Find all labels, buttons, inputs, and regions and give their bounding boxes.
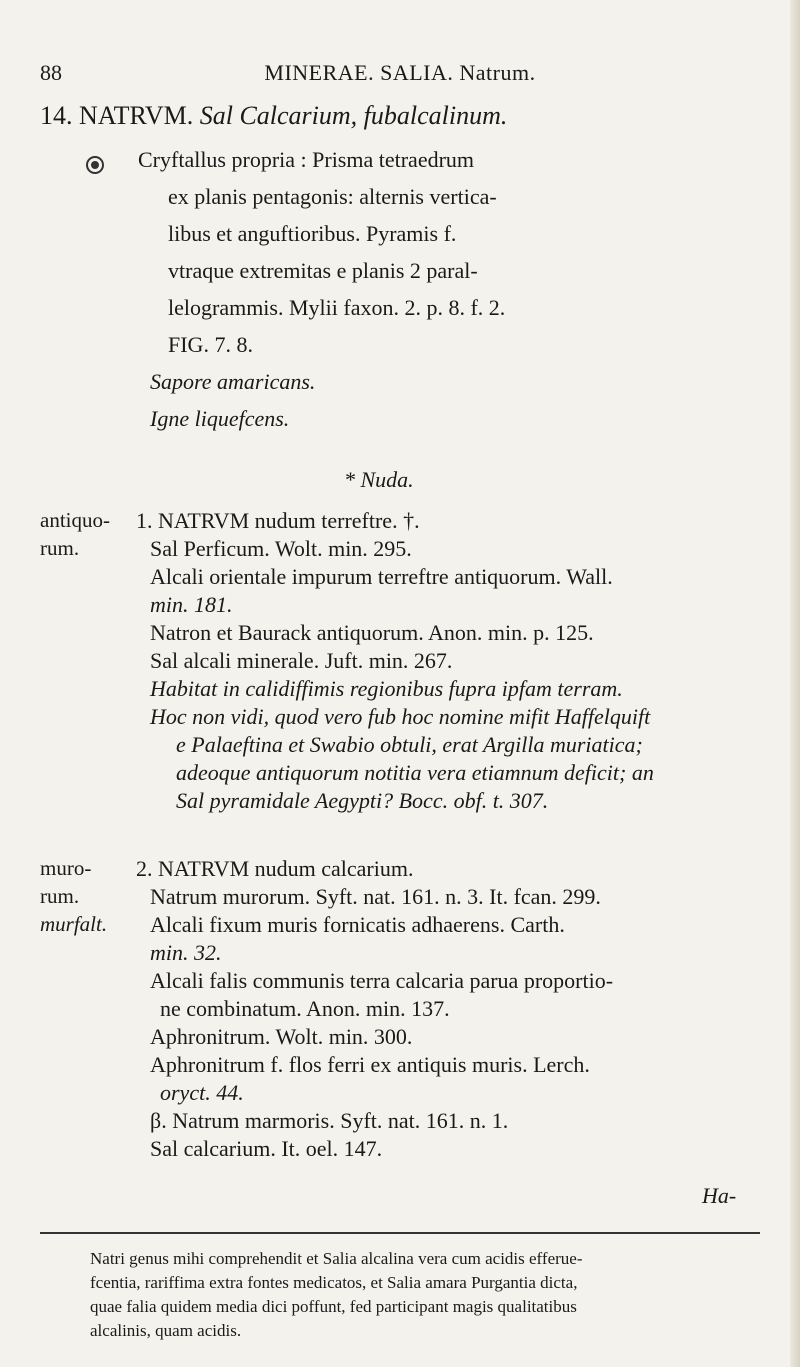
item-2-line-3: Alcali fixum muris fornicatis adhaerens. Carth.	[150, 912, 565, 937]
section-14-line-1: Cryftallus propria : Prisma tetraedrum	[138, 147, 475, 172]
subheading-nuda: * Nuda.	[344, 467, 414, 492]
item-2-line-1: 2. NATRVM nudum calcarium.	[136, 856, 414, 881]
margin-note-1b: rum.	[40, 536, 80, 560]
item-2-line-2: Natrum murorum. Syft. nat. 161. n. 3. It. fcan. 299.	[150, 884, 601, 909]
margin-note-2b: rum.	[40, 884, 80, 908]
item-1-line-6: Sal alcali minerale. Juft. min. 267.	[150, 648, 453, 673]
section-14-line-6: FIG. 7. 8.	[168, 332, 253, 357]
item-2-line-9: oryct. 44.	[160, 1080, 244, 1105]
section-14-heading	[40, 102, 507, 130]
item-1-line-10: adeoque antiquorum notitia vera etiamnum deficit; an	[176, 760, 654, 785]
item-1-line-11: Sal pyramidale Aegypti? Bocc. obf. t. 307.	[176, 788, 549, 813]
crystal-symbol-icon	[86, 156, 104, 174]
item-1-line-4: min. 181.	[150, 592, 233, 617]
catchword: Ha-	[702, 1183, 737, 1208]
section-14-line-5: lelogrammis. Mylii faxon. 2. p. 8. f. 2.	[168, 295, 506, 320]
item-1-line-7: Habitat in calidiffimis regionibus fupra ipfam terram.	[150, 676, 623, 701]
item-2-line-4: min. 32.	[150, 940, 222, 965]
page-header	[40, 60, 760, 94]
item-1-line-5: Natron et Baurack antiquorum. Anon. min. p. 125.	[150, 620, 594, 645]
margin-note-1a: antiquo-	[40, 508, 110, 532]
section-14-line-8: Igne liquefcens.	[150, 406, 290, 431]
margin-note-2a: muro-	[40, 856, 92, 880]
footnote-rule	[40, 1232, 760, 1234]
page-number: 88	[40, 60, 62, 85]
item-1-line-9: e Palaeftina et Swabio obtuli, erat Argilla muriatica;	[176, 732, 643, 757]
section-14-line-2: ex planis pentagonis: alternis vertica-	[168, 184, 497, 209]
section-14-line-7: Sapore amaricans.	[150, 369, 316, 394]
section-14-line-3: libus et anguftioribus. Pyramis f.	[168, 221, 457, 246]
item-1-line-3: Alcali orientale impurum terreftre antiquorum. Wall.	[150, 564, 613, 589]
item-2-line-7: Aphronitrum. Wolt. min. 300.	[150, 1024, 413, 1049]
footnote-line-2: fcentia, rariffima extra fontes medicatos, et Salia amara Purgantia dicta,	[90, 1273, 578, 1292]
page-edge	[790, 0, 800, 1367]
item-1-line-1: 1. NATRVM nudum terreftre. †.	[136, 508, 420, 533]
section-title-rest: Sal Calcarium, fubalcalinum.	[199, 101, 508, 130]
footnote-line-4: alcalinis, quam acidis.	[90, 1321, 242, 1340]
section-number: 14.	[40, 101, 73, 130]
section-title: NATRVM.	[79, 101, 194, 130]
margin-note-2c: murfalt.	[40, 912, 108, 936]
footnote-line-3: quae falia quidem media dici poffunt, fed participant magis qualitatibus	[90, 1297, 577, 1316]
item-2-line-5: Alcali falis communis terra calcaria parua proportio-	[150, 968, 614, 993]
footnote-line-1: Natri genus mihi comprehendit et Salia alcalina vera cum acidis efferue-	[90, 1249, 583, 1268]
section-14-line-4: vtraque extremitas e planis 2 paral-	[168, 258, 478, 283]
item-1-line-8: Hoc non vidi, quod vero fub hoc nomine mifit Haffelquift	[150, 704, 651, 729]
item-2-line-8: Aphronitrum f. flos ferri ex antiquis muris. Lerch.	[150, 1052, 590, 1077]
running-title: MINERAE. SALIA. Natrum.	[264, 60, 536, 85]
item-2-line-6: ne combinatum. Anon. min. 137.	[160, 996, 450, 1021]
item-2-line-10: β. Natrum marmoris. Syft. nat. 161. n. 1.	[150, 1108, 509, 1133]
item-2-line-11: Sal calcarium. It. oel. 147.	[150, 1136, 383, 1161]
item-1-line-2: Sal Perficum. Wolt. min. 295.	[150, 536, 412, 561]
